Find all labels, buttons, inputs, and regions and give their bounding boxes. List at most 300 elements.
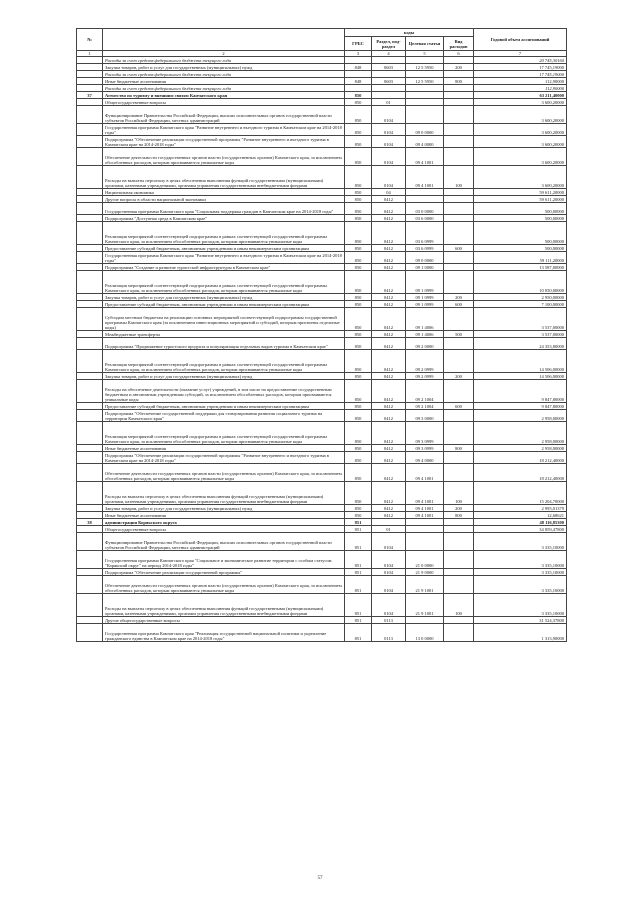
row-amount-cell: 3 600,20000	[474, 106, 567, 124]
row-name-cell: Расходы за счет средств федерального бюджета текущего года	[103, 85, 345, 92]
table-row	[77, 136, 567, 148]
row-razdel-cell	[372, 57, 406, 64]
row-csr-cell: 21 9 0000	[406, 569, 444, 576]
row-csr-cell: 09 4 1001	[406, 464, 444, 482]
row-razdel-cell: 0412	[372, 464, 406, 482]
row-grbs-cell: 850	[345, 196, 372, 203]
index-cell: 7	[474, 51, 567, 57]
row-razdel-cell: 0412	[372, 445, 406, 452]
row-number-cell	[77, 350, 103, 373]
row-vr-cell	[444, 410, 474, 422]
row-grbs-cell: 850	[345, 148, 372, 166]
row-name-cell: Расходы за счет средств федерального бюджета текущего года	[103, 71, 345, 78]
row-amount-cell: 500,00000	[474, 245, 567, 252]
table-row	[77, 526, 567, 533]
row-csr-cell: 12 5 5950	[406, 64, 444, 71]
table-row	[77, 124, 567, 136]
row-grbs-cell: 850	[345, 245, 372, 252]
row-grbs-cell: 850	[345, 264, 372, 271]
row-amount-cell: 9 847,80000	[474, 380, 567, 403]
row-number-cell	[77, 569, 103, 576]
row-grbs-cell: 850	[345, 512, 372, 519]
row-razdel-cell	[372, 519, 406, 526]
row-amount-cell: 500,00000	[474, 215, 567, 222]
row-number-cell	[77, 196, 103, 203]
row-razdel-cell: 0104	[372, 106, 406, 124]
note-row	[77, 85, 567, 92]
row-razdel-cell: 0412	[372, 301, 406, 308]
row-name-cell: Закупка товаров, работ и услуг для государственных (муниципальных) нужд	[103, 505, 345, 512]
row-csr-cell: 09 4 1001	[406, 482, 444, 505]
row-amount-cell: 13 587,00000	[474, 264, 567, 271]
table-row	[77, 252, 567, 264]
row-vr-cell: 800	[444, 445, 474, 452]
row-name-cell: Государственная программа Камчатского края "Реализация государственной национальной политики и укрепление гражданского единства в Камчатском крае на 2014-2018 годы"	[103, 624, 345, 642]
row-name-cell: Реализация мероприятий соответствующей подпрограммы в рамках соответствующей государственной программы Камчатского края, за исключением обособленных расходов, которым присваиваются уникальные коды	[103, 271, 345, 294]
row-vr-cell	[444, 264, 474, 271]
row-vr-cell	[444, 215, 474, 222]
row-number-cell	[77, 64, 103, 71]
row-csr-cell: 09 2 1004	[406, 403, 444, 410]
header-razdel: Раздел, под-раздел	[372, 37, 406, 51]
row-name-cell: Подпрограмма "Доступная среда в Камчатском крае"	[103, 215, 345, 222]
row-number-cell	[77, 380, 103, 403]
row-csr-cell	[406, 196, 444, 203]
row-vr-cell	[444, 252, 474, 264]
row-amount-cell: 48 116,85300	[474, 519, 567, 526]
table-row	[77, 189, 567, 196]
row-grbs-cell: 850	[345, 301, 372, 308]
row-amount-cell: 59 111,20000	[474, 252, 567, 264]
row-vr-cell: 800	[444, 512, 474, 519]
row-vr-cell	[444, 124, 474, 136]
row-razdel-cell: 0412	[372, 245, 406, 252]
row-csr-cell: 09 4 1001	[406, 148, 444, 166]
row-vr-cell	[444, 196, 474, 203]
row-number-cell	[77, 245, 103, 252]
table-row	[77, 380, 567, 403]
row-grbs-cell: 851	[345, 533, 372, 551]
row-name-cell: Национальная экономика	[103, 189, 345, 196]
row-name-cell: Подпрограмма "Обеспечение государственной поддержки для стимулирования развития социального туризма на территории Камчатского края"	[103, 410, 345, 422]
row-razdel-cell: 0104	[372, 136, 406, 148]
row-csr-cell: 09 4 1001	[406, 512, 444, 519]
row-amount-cell: 7 100,00000	[474, 301, 567, 308]
row-number-cell	[77, 482, 103, 505]
row-csr-cell: 09 2 0999	[406, 350, 444, 373]
table-row	[77, 350, 567, 373]
table-row	[77, 222, 567, 245]
table-row	[77, 166, 567, 189]
row-razdel-cell: 0412	[372, 308, 406, 331]
table-row	[77, 148, 567, 166]
row-amount-cell: 24 353,80000	[474, 338, 567, 350]
row-vr-cell	[444, 85, 474, 92]
row-amount-cell: 3 335,10000	[474, 569, 567, 576]
row-name-cell: Закупка товаров, работ и услуг для государственных (муниципальных) нужд	[103, 64, 345, 71]
row-amount-cell: 12,68621	[474, 512, 567, 519]
table-row	[77, 99, 567, 106]
row-csr-cell: 09 4 0000	[406, 452, 444, 464]
table-row	[77, 301, 567, 308]
row-razdel-cell	[372, 71, 406, 78]
row-vr-cell	[444, 189, 474, 196]
row-name-cell: Подпрограмма "Обеспечение реализации государственной программы "Развитие внутреннего и въездного туризма в Камчатском крае на 2014-2018 годы"	[103, 452, 345, 464]
row-number-cell	[77, 136, 103, 148]
row-vr-cell	[444, 533, 474, 551]
row-name-cell: Предоставление субсидий бюджетным, автономным учреждениям и иным некоммерческим организациям	[103, 301, 345, 308]
row-number-cell	[77, 148, 103, 166]
row-csr-cell	[406, 533, 444, 551]
row-vr-cell: 100	[444, 166, 474, 189]
row-razdel-cell: 0412	[372, 350, 406, 373]
index-cell: 1	[77, 51, 103, 57]
row-csr-cell: 09 0 0000	[406, 124, 444, 136]
row-csr-cell: 03 6 0000	[406, 215, 444, 222]
row-name-cell: Обеспечение деятельности государственных органов власти (государственных органов) Камчатского края, за исключением обособленных расходов, которым присваиваются уникальные коды	[103, 148, 345, 166]
table-row	[77, 410, 567, 422]
row-vr-cell	[444, 271, 474, 294]
row-razdel-cell: 04	[372, 189, 406, 196]
row-grbs-cell: 851	[345, 519, 372, 526]
row-grbs-cell: 850	[345, 252, 372, 264]
row-amount-cell: 112,90000	[474, 85, 567, 92]
row-csr-cell: 09 2 0999	[406, 373, 444, 380]
row-razdel-cell: 0104	[372, 594, 406, 617]
table-row	[77, 294, 567, 301]
row-grbs-cell	[345, 71, 372, 78]
row-number-cell	[77, 551, 103, 569]
row-name-cell: Подпрограмма "Создание и развитие туристской инфраструктуры в Камчатском крае"	[103, 264, 345, 271]
row-razdel-cell: 0603	[372, 64, 406, 71]
row-csr-cell: 09 3 0999	[406, 445, 444, 452]
row-razdel-cell: 0412	[372, 505, 406, 512]
table-row	[77, 271, 567, 294]
row-amount-cell: 3 600,20000	[474, 148, 567, 166]
row-grbs-cell: 850	[345, 166, 372, 189]
row-name-cell: Иные бюджетные ассигнования	[103, 512, 345, 519]
row-csr-cell	[406, 57, 444, 64]
row-number-cell	[77, 624, 103, 642]
row-grbs-cell: 850	[345, 482, 372, 505]
row-number-cell	[77, 106, 103, 124]
row-name-cell: Реализация мероприятий соответствующей подпрограммы в рамках соответствующей государственной программы Камчатского края, за исключением обособленных расходов, которым присваиваются уникальные коды	[103, 350, 345, 373]
index-cell: 4	[372, 51, 406, 57]
row-number-cell	[77, 512, 103, 519]
row-grbs-cell: 851	[345, 576, 372, 594]
header-csr: Целевая статья	[406, 37, 444, 51]
row-razdel-cell: 01	[372, 99, 406, 106]
row-grbs-cell: 850	[345, 338, 372, 350]
row-grbs-cell: 850	[345, 308, 372, 331]
row-csr-cell: 09 2 1004	[406, 380, 444, 403]
row-number-cell	[77, 294, 103, 301]
row-grbs-cell: 851	[345, 526, 372, 533]
table-row	[77, 512, 567, 519]
table-row	[77, 106, 567, 124]
row-amount-cell: 3 335,10000	[474, 533, 567, 551]
row-amount-cell: 3 537,00000	[474, 308, 567, 331]
row-name-cell: Расходы на выплаты персоналу в целях обеспечения выполнения функций государственными (муниципальными) органами, казенными учреждениями, органами управления государственными внебюджетными фондами	[103, 166, 345, 189]
row-amount-cell: 3 600,20000	[474, 124, 567, 136]
row-razdel-cell: 0104	[372, 124, 406, 136]
row-razdel-cell	[372, 85, 406, 92]
row-csr-cell: 09 3 0999	[406, 422, 444, 445]
row-amount-cell: 500,00000	[474, 222, 567, 245]
row-amount-cell: 1 313,90000	[474, 624, 567, 642]
row-amount-cell: 2 958,00000	[474, 410, 567, 422]
row-vr-cell	[444, 526, 474, 533]
index-cell: 3	[345, 51, 372, 57]
row-vr-cell	[444, 338, 474, 350]
header-vr: Вид расходов	[444, 37, 474, 51]
row-vr-cell	[444, 551, 474, 569]
row-grbs-cell: 850	[345, 271, 372, 294]
row-grbs-cell: 851	[345, 624, 372, 642]
row-csr-cell	[406, 71, 444, 78]
row-amount-cell: 9 847,80000	[474, 403, 567, 410]
row-vr-cell: 200	[444, 64, 474, 71]
row-csr-cell: 03 0 0000	[406, 203, 444, 215]
row-csr-cell: 09 1 4006	[406, 308, 444, 331]
row-razdel-cell: 0412	[372, 482, 406, 505]
table-row	[77, 617, 567, 624]
row-csr-cell	[406, 189, 444, 196]
row-vr-cell	[444, 576, 474, 594]
row-grbs-cell: 851	[345, 569, 372, 576]
row-vr-cell	[444, 136, 474, 148]
row-razdel-cell: 0412	[372, 422, 406, 445]
row-csr-cell: 09 0 0000	[406, 252, 444, 264]
row-amount-cell: 3 600,20000	[474, 166, 567, 189]
row-name-cell: Другие общегосударственные вопросы	[103, 617, 345, 624]
row-grbs-cell	[345, 85, 372, 92]
row-razdel-cell: 0104	[372, 148, 406, 166]
row-csr-cell: 09 4 1001	[406, 505, 444, 512]
row-csr-cell: 09 4 1001	[406, 166, 444, 189]
row-grbs-cell: 850	[345, 136, 372, 148]
row-razdel-cell: 0412	[372, 331, 406, 338]
row-razdel-cell	[372, 92, 406, 99]
row-name-cell: Реализация мероприятий соответствующей подпрограммы в рамках соответствующей государственной программы Камчатского края, за исключением обособленных расходов, которым присваиваются уникальные коды	[103, 422, 345, 445]
table-row	[77, 445, 567, 452]
row-number-cell	[77, 373, 103, 380]
row-amount-cell: 17 745,19000	[474, 64, 567, 71]
row-grbs-cell: 850	[345, 350, 372, 373]
row-amount-cell: 15 204,70000	[474, 482, 567, 505]
row-csr-cell	[406, 99, 444, 106]
row-razdel-cell: 0104	[372, 576, 406, 594]
row-vr-cell: 500	[444, 331, 474, 338]
table-row	[77, 452, 567, 464]
row-amount-cell: 3 600,20000	[474, 136, 567, 148]
row-grbs-cell: 851	[345, 594, 372, 617]
row-grbs-cell: 850	[345, 410, 372, 422]
row-amount-cell: 63 211,40000	[474, 92, 567, 99]
row-amount-cell: 34 859,47800	[474, 526, 567, 533]
row-razdel-cell: 0412	[372, 452, 406, 464]
table-row	[77, 331, 567, 338]
header-grbs: ГРБС	[345, 37, 372, 51]
row-amount-cell: 3 335,10000	[474, 576, 567, 594]
row-grbs-cell: 848	[345, 64, 372, 71]
table-row	[77, 403, 567, 410]
row-grbs-cell: 850	[345, 464, 372, 482]
row-vr-cell	[444, 569, 474, 576]
table-body	[77, 57, 567, 642]
row-amount-cell: 2 958,00000	[474, 445, 567, 452]
row-name-cell: Общегосударственные вопросы	[103, 99, 345, 106]
row-name-cell: Общегосударственные вопросы	[103, 526, 345, 533]
row-vr-cell	[444, 71, 474, 78]
row-vr-cell	[444, 452, 474, 464]
row-grbs-cell	[345, 57, 372, 64]
row-name-cell: Подпрограмма "Продвижение туристского продукта и популяризация отдельных видов туризма в Камчатском крае"	[103, 338, 345, 350]
row-grbs-cell: 850	[345, 422, 372, 445]
row-csr-cell: 09 1 0000	[406, 264, 444, 271]
row-name-cell: Обеспечение деятельности государственных органов власти (государственных органов) Камчатского края, за исключением обособленных расходов, которым присваиваются уникальные коды	[103, 464, 345, 482]
row-grbs-cell: 850	[345, 373, 372, 380]
row-csr-cell	[406, 85, 444, 92]
row-name-cell: Предоставление субсидий бюджетным, автономным учреждениям и иным некоммерческим организациям	[103, 403, 345, 410]
table-row	[77, 533, 567, 551]
row-amount-cell: 2 958,00000	[474, 422, 567, 445]
row-grbs-cell: 851	[345, 617, 372, 624]
note-row	[77, 57, 567, 64]
table-row	[77, 505, 567, 512]
row-csr-cell: 03 6 0999	[406, 222, 444, 245]
row-amount-cell: 3 335,10000	[474, 594, 567, 617]
row-razdel-cell: 0412	[372, 380, 406, 403]
row-vr-cell: 600	[444, 245, 474, 252]
row-number-cell	[77, 166, 103, 189]
row-name-cell: Реализация мероприятий соответствующей подпрограммы в рамках соответствующей государственной программы Камчатского края, за исключением обособленных расходов, которым присваиваются уникальные коды	[103, 222, 345, 245]
row-number-cell	[77, 99, 103, 106]
row-vr-cell: 800	[444, 78, 474, 85]
row-vr-cell	[444, 464, 474, 482]
row-name-cell: Государственная программа Камчатского края "Социальное и экономическое развитие территории с особым статусом "Корякский округ" на период 2014-2018 годы"	[103, 551, 345, 569]
table-row	[77, 594, 567, 617]
table-row	[77, 196, 567, 203]
row-vr-cell	[444, 624, 474, 642]
row-vr-cell	[444, 92, 474, 99]
row-amount-cell: 59 611,20000	[474, 189, 567, 196]
section-row	[77, 519, 567, 526]
table-row	[77, 551, 567, 569]
table-row	[77, 64, 567, 71]
row-amount-cell: 14 506,00000	[474, 373, 567, 380]
row-number-cell	[77, 264, 103, 271]
row-csr-cell	[406, 526, 444, 533]
row-csr-cell	[406, 92, 444, 99]
row-number-cell: 38	[77, 519, 103, 526]
table-row	[77, 373, 567, 380]
row-csr-cell: 21 9 1001	[406, 576, 444, 594]
row-razdel-cell: 0412	[372, 203, 406, 215]
row-name-cell: Расходы за счет средств федерального бюджета текущего года	[103, 57, 345, 64]
row-vr-cell	[444, 617, 474, 624]
row-number-cell	[77, 85, 103, 92]
row-name-cell: Расходы на выплаты персоналу в целях обеспечения выполнения функций государственными (муниципальными) органами, казенными учреждениями, органами управления государственными внебюджетными фондами	[103, 482, 345, 505]
row-csr-cell	[406, 106, 444, 124]
row-vr-cell	[444, 57, 474, 64]
header-amount: Годовой объем ассигнований	[474, 29, 567, 51]
row-name-cell: Предоставление субсидий бюджетным, автономным учреждениям и иным некоммерческим организациям	[103, 245, 345, 252]
row-grbs-cell: 850	[345, 452, 372, 464]
row-csr-cell: 09 1 4006	[406, 331, 444, 338]
budget-table	[76, 28, 567, 642]
row-number-cell	[77, 252, 103, 264]
row-number-cell	[77, 338, 103, 350]
row-vr-cell	[444, 308, 474, 331]
row-csr-cell: 12 5 5950	[406, 78, 444, 85]
row-amount-cell: 3 600,20000	[474, 99, 567, 106]
row-vr-cell	[444, 203, 474, 215]
row-number-cell	[77, 124, 103, 136]
row-grbs-cell: 850	[345, 331, 372, 338]
row-number-cell	[77, 526, 103, 533]
row-name-cell: Расходы на выплаты персоналу в целях обеспечения выполнения функций государственными (муниципальными) органами, казенными учреждениями, органами управления государственными внебюджетными фондами	[103, 594, 345, 617]
row-amount-cell: 3 537,00000	[474, 331, 567, 338]
row-number-cell	[77, 71, 103, 78]
row-vr-cell: 600	[444, 301, 474, 308]
row-number-cell	[77, 533, 103, 551]
row-name-cell: Агентство по туризму и внешним связям Камчатского края	[103, 92, 345, 99]
row-number-cell	[77, 410, 103, 422]
row-razdel-cell: 0603	[372, 78, 406, 85]
row-name-cell: Государственная программа Камчатского края "Социальная поддержка граждан в Камчатском крае на 2014-2018 годы"	[103, 203, 345, 215]
row-number-cell	[77, 505, 103, 512]
header-number: №	[77, 29, 103, 51]
row-csr-cell: 21 9 1001	[406, 594, 444, 617]
row-name-cell: Иные бюджетные ассигнования	[103, 445, 345, 452]
row-number-cell	[77, 215, 103, 222]
note-row	[77, 71, 567, 78]
table-row	[77, 482, 567, 505]
table-row	[77, 422, 567, 445]
table-row	[77, 576, 567, 594]
row-amount-cell: 18 212,40000	[474, 452, 567, 464]
row-vr-cell: 600	[444, 403, 474, 410]
row-number-cell	[77, 403, 103, 410]
row-csr-cell: 09 2 0000	[406, 338, 444, 350]
row-razdel-cell: 0104	[372, 551, 406, 569]
row-amount-cell: 2 995,01379	[474, 505, 567, 512]
row-name-cell: Государственная программа Камчатского края "Развитие внутреннего и въездного туризма в Камчатском крае на 2014-2018 годы"	[103, 124, 345, 136]
row-number-cell	[77, 576, 103, 594]
row-number-cell	[77, 445, 103, 452]
row-name-cell: Межбюджетные трансферты	[103, 331, 345, 338]
row-number-cell	[77, 222, 103, 245]
row-grbs-cell: 850	[345, 222, 372, 245]
row-number-cell	[77, 271, 103, 294]
row-amount-cell: 31 524,37800	[474, 617, 567, 624]
row-vr-cell: 200	[444, 505, 474, 512]
row-name-cell: Функционирование Правительства Российской Федерации, высших исполнительных органов государственной власти субъектов Российской Федерации, местных администраций	[103, 106, 345, 124]
page-number: 57	[317, 876, 323, 881]
index-cell: 6	[444, 51, 474, 57]
row-name-cell: администрация Корякского округа	[103, 519, 345, 526]
row-grbs-cell: 850	[345, 380, 372, 403]
row-vr-cell	[444, 106, 474, 124]
row-grbs-cell: 850	[345, 294, 372, 301]
row-razdel-cell: 0412	[372, 410, 406, 422]
row-amount-cell: 17 745,19000	[474, 71, 567, 78]
row-razdel-cell: 0412	[372, 373, 406, 380]
row-number-cell	[77, 594, 103, 617]
row-csr-cell: 09 4 0000	[406, 136, 444, 148]
table-row	[77, 78, 567, 85]
